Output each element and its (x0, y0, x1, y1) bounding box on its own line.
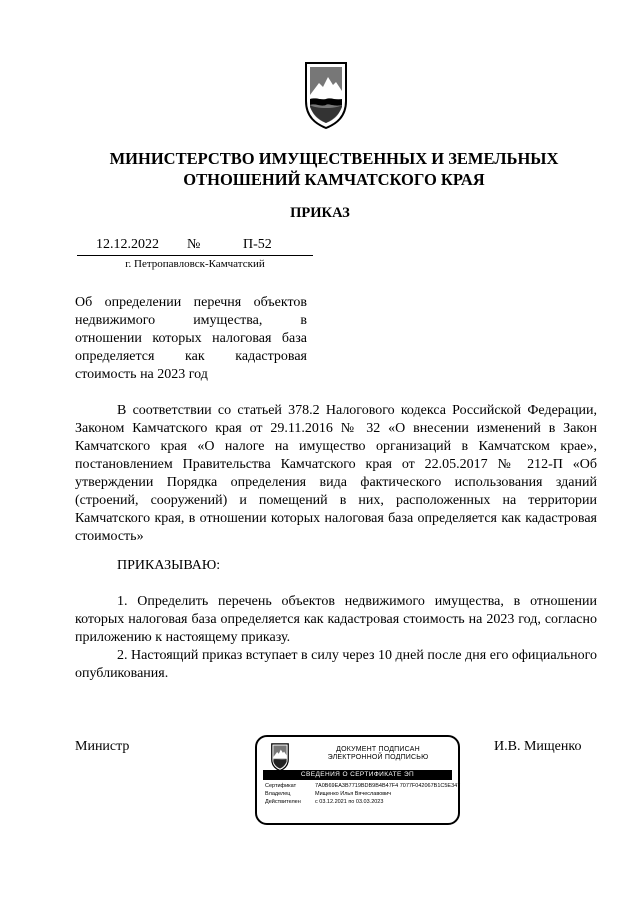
stamp-emblem-icon (269, 743, 291, 771)
kamchatka-emblem-icon (302, 61, 350, 129)
ministry-title (60, 148, 608, 190)
stamp-certificate-bar: СВЕДЕНИЯ О СЕРТИФИКАТЕ ЭП (263, 770, 452, 780)
order-item-2: 2. Настоящий приказ вступает в силу через 10 дней после дня его официального опубликования. (75, 648, 597, 681)
ministry-title-line2: ОТНОШЕНИЙ КАМЧАТСКОГО КРАЯ (183, 170, 485, 189)
owner-value: Мищенко Илья Вячеславович (315, 791, 392, 797)
stamp-heading-line1: ДОКУМЕНТ ПОДПИСАН (336, 746, 420, 753)
preamble: В соответствии со статьей 378.2 Налогового кодекса Российской Федерации, Законом Камчатского края от 29.11.2016 № 32 «О внесении изменений в Закон Камчатского края «О налоге на имущество организаций в Камчатском крае», постановлением Правительства Камчатского края от 22.05.2017 № 212-П «Об утверждении Порядка определения вида фактического использования зданий (строений, сооружений) и помещений в них, расположенных на территории Камчатского края, в отношении которых налоговая база определяется как кадастровая стоимость» (75, 403, 597, 544)
valid-value: с 03.12.2021 по 03.03.2023 (315, 799, 384, 805)
order-item-1: 1. Определить перечень объектов недвижимого имущества, в отношении которых налоговая база определяется как кадастровая стоимость на 2023 год, согласно приложению к настоящему приказу. (75, 594, 597, 645)
owner-label: Владелец (265, 791, 291, 797)
registration-divider (77, 255, 313, 256)
order-verb: ПРИКАЗЫВАЮ: (117, 558, 221, 573)
valid-label: Действителен (265, 799, 301, 805)
stamp-heading (299, 746, 457, 762)
order-number: П-52 (243, 237, 272, 252)
order-subject: Об определении перечня объектов недвижимого имущества, в отношении которых налоговая база определяется как кадастровая стоимость на 2023 год (75, 295, 307, 382)
signer-position: Министр (75, 739, 130, 754)
city: г. Петропавловск-Камчатский (125, 258, 265, 270)
registration-row (77, 237, 313, 255)
number-sign: № (187, 237, 201, 252)
stamp-heading-line2: ЭЛЕКТРОННОЙ ПОДПИСЬЮ (327, 754, 429, 761)
cert-label: Сертификат (265, 783, 297, 789)
ministry-title-line1: МИНИСТЕРСТВО ИМУЩЕСТВЕННЫХ И ЗЕМЕЛЬНЫХ (109, 149, 559, 168)
stamp-details (265, 783, 461, 807)
signer-name: И.В. Мищенко (494, 739, 582, 754)
cert-value: 7A0B69EA3B7719BDB9B4B47F4 7077F042067B1C5E347 (315, 783, 461, 789)
document-type: ПРИКАЗ (290, 205, 350, 221)
e-signature-stamp (255, 735, 460, 825)
order-date: 12.12.2022 (96, 237, 159, 252)
